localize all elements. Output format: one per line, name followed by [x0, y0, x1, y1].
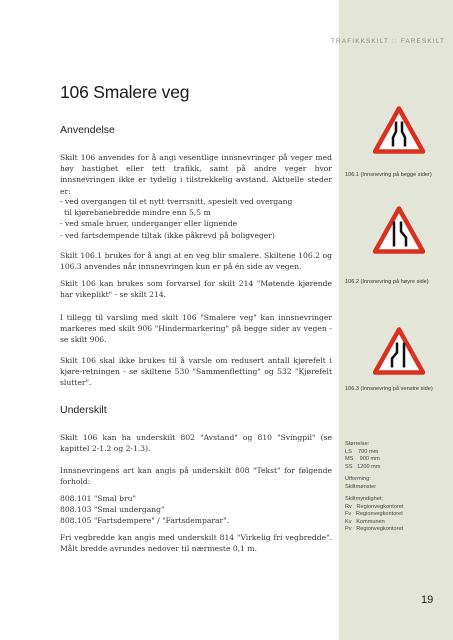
sidebar-panel — [339, 0, 453, 640]
size-value: MS 900 mm — [345, 456, 380, 462]
size-value: SS 1200 mm — [345, 463, 381, 470]
sign-caption: 106.2 (Innsnevring på høyre side) — [345, 279, 429, 285]
header-separator: :: — [391, 38, 398, 45]
paragraph: Skilt 106 skal ikke brukes til å varsle om redusert antall kjørefelt i kjøre-retningen - se skiltene 530 "Sammenfletting" og 532 "Kjørefelt slutter". — [60, 356, 332, 388]
header-subcategory: FARESKILT — [400, 38, 445, 45]
example-item: 808.101 "Smal bru" — [60, 494, 136, 503]
design-label: Utforming: — [345, 476, 371, 482]
road-narrows-both-sides-icon — [373, 106, 425, 154]
design-value: Skiltmønster — [345, 483, 377, 490]
section-heading-anvendelse: Anvendelse — [60, 124, 115, 136]
bullet-list — [60, 196, 332, 241]
page-number: 19 — [421, 594, 434, 606]
sign-caption: 106.1 (Innsnevring på begge sider) — [345, 172, 432, 178]
example-item: 808.105 "Fartsdempere" / "Fartsdemparar". — [60, 516, 230, 526]
authority-value: Pv Regionvegkontoret — [345, 526, 404, 532]
authority-value: Fv Regionvegkontoret — [345, 511, 403, 517]
road-narrows-left-side-icon — [373, 327, 425, 375]
bullet-item: - ved fartsdempende tiltak (ikke påkrevd på boligveger) — [60, 230, 275, 240]
chapter-header — [331, 38, 445, 45]
sign-specifications — [345, 441, 449, 534]
authority-label: Skiltmyndighet: — [345, 496, 383, 502]
page-title: 106 Smalere veg — [60, 82, 190, 102]
example-item: 808.103 "Smal undergang" — [60, 505, 165, 515]
section-heading-underskilt: Underskilt — [60, 404, 107, 416]
authority-value: Kv Kommunen — [345, 518, 385, 525]
paragraph: Skilt 106 kan ha underskilt 802 "Avstand" og 810 "Svingpil" (se kapittel 2-1.2 og 2-1.3). — [60, 433, 332, 454]
example-list — [60, 493, 332, 527]
bullet-item: - ved smale bruer, underganger eller lignende — [60, 219, 238, 229]
bullet-item: til kjørebanebredde mindre enn 5,5 m — [64, 208, 211, 218]
size-value: LS 700 mm — [345, 448, 379, 455]
paragraph: I tillegg til varsling med skilt 106 "Smalere veg" kan innsnevringer markeres med skilt 906 "Hindermarkering" på begge sider av vegen - se skilt 906. — [60, 313, 332, 345]
paragraph: Innsnevringens art kan angis på underskilt 808 "Tekst" for følgende forhold: — [60, 466, 332, 487]
paragraph: Skilt 106 kan brukes som forvarsel for skilt 214 "Møtende kjørende har vikeplikt" - se skilt 214. — [60, 279, 332, 300]
bullet-item: - ved overgangen til et nytt tverrsnitt, spesielt ved overgang — [60, 197, 293, 206]
authority-value: Rv Regionvegkontoret — [345, 503, 404, 510]
size-label: Størrelse: — [345, 441, 370, 447]
paragraph: Skilt 106.1 brukes for å angi at en veg blir smalere. Skiltene 106.2 og 106.3 anvendes når innsnevringen kun er på én side av vegen. — [60, 251, 332, 272]
paragraph: Fri vegbredde kan angis med underskilt 814 "Virkelig fri vegbredde". Målt bredde avrundes nedover til nærmeste 0,1 m. — [60, 533, 332, 554]
paragraph: Skilt 106 anvendes for å angi vesentlige innsnevringer på veger med høy hastighet eller tett trafikk, samt på andre veger hvor innsnevringen ikke er tydelig i tilstrekkelig avstand. Aktuelle steder er: — [60, 153, 332, 196]
road-narrows-right-side-icon — [373, 206, 425, 254]
sign-caption: 106.3 (Innsnevring på venstre side) — [345, 386, 433, 392]
header-category: TRAFIKKSKILT — [331, 38, 389, 45]
